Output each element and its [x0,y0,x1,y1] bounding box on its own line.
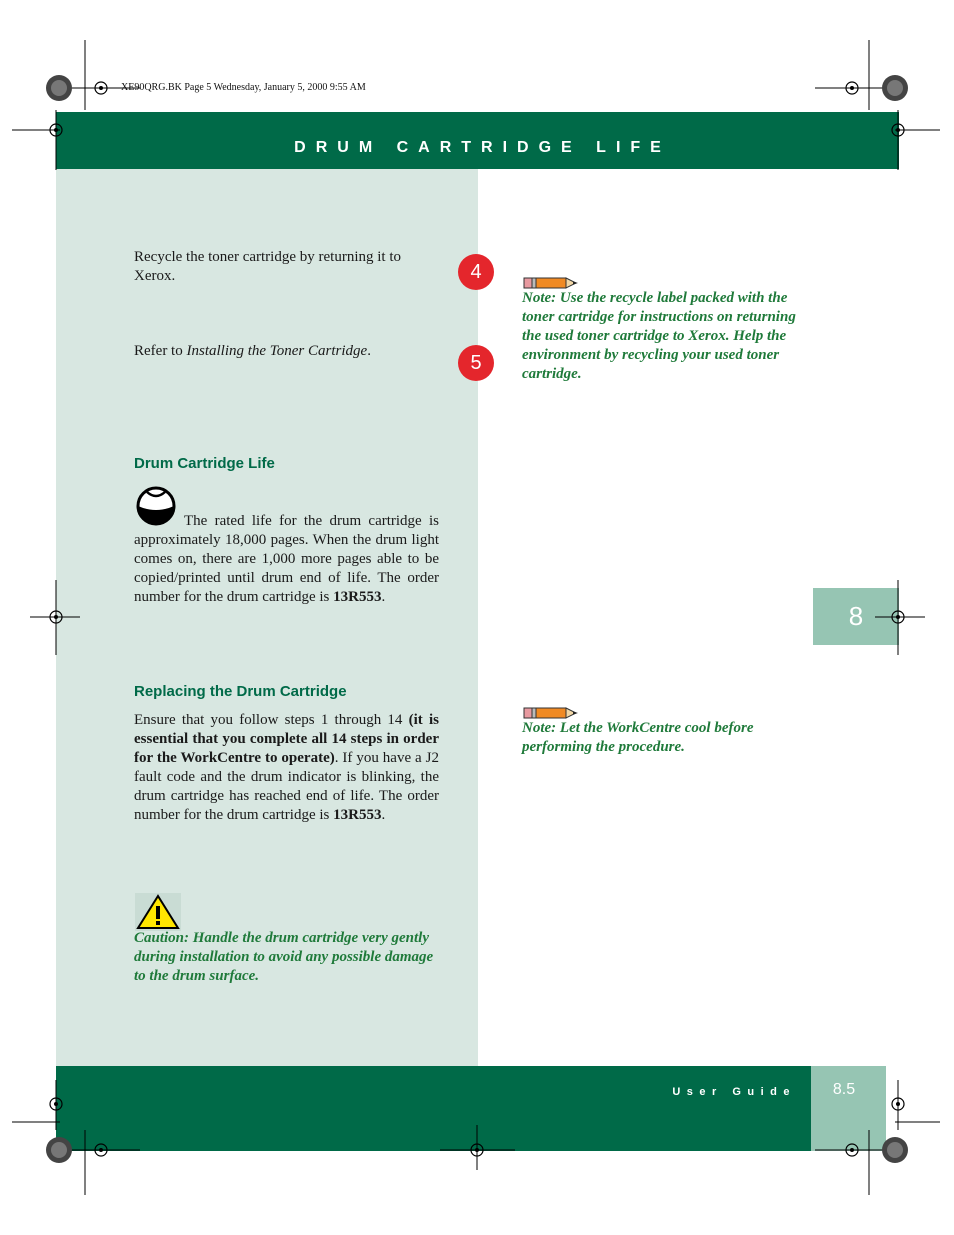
page-number: 8.5 [832,1081,856,1098]
refer-instruction: Refer to Installing the Toner Cartridge. [134,343,371,359]
footer-label: User Guide [672,1086,796,1098]
step-badge-4: 4 [458,254,494,290]
print-info-line: XE90QRG.BK Page 5 Wednesday, January 5, 2000 9:55 AM [121,82,366,93]
replace-drum-text: Ensure that you follow steps 1 through 14 (it is essential that you complete all 14 steps in order for the WorkCentre to operate). If you have a J2 fault code and the drum indicator is blinking, the drum cartridge has reached end of life. The order number for the drum cartridge is 13R553. [134,712,439,823]
drum-life-heading: Drum Cartridge Life [134,455,275,472]
recycle-instruction: Recycle the toner cartridge by returning it to Xerox. [134,249,401,284]
replace-drum-heading: Replacing the Drum Cartridge [134,683,347,700]
recycle-note: Note: Use the recycle label packed with the toner cartridge for instructions on returning the used toner cartridge to Xerox. Help the environment by recycling your used toner cartridge. [522,290,796,382]
page-title: DRUM CARTRIDGE LIFE [294,139,671,156]
drum-life-text: The rated life for the drum cartridge is approximately 18,000 pages. When the drum light comes on, there are 1,000 more pages able to be copied/printed until drum end of life. The order number for the drum cartridge is 13R553. [134,513,439,605]
cool-down-note: Note: Let the WorkCentre cool before performing the procedure. [522,720,754,755]
chapter-number: 8 [848,601,864,631]
step-badge-5: 5 [458,345,494,381]
caution-note: Caution: Handle the drum cartridge very gently during installation to avoid any possible damage to the drum surface. [134,930,434,984]
